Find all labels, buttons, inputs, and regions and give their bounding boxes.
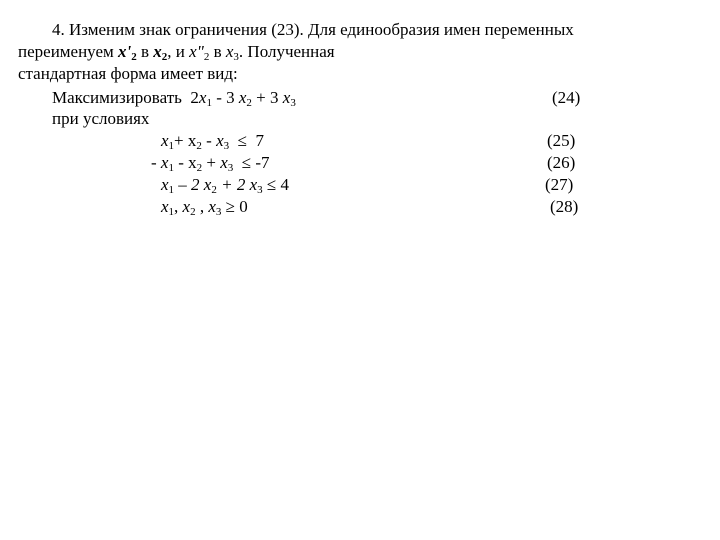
operator: + x — [174, 131, 197, 150]
variable: x — [220, 153, 228, 172]
operator: - — [151, 153, 161, 172]
inequality: ≤ 4 — [262, 175, 289, 194]
objective-label: Максимизировать — [52, 88, 182, 107]
subscript: 3 — [233, 51, 239, 63]
subscript: 2 — [196, 140, 202, 152]
variable: x — [182, 197, 191, 216]
operator: – 2 — [174, 175, 204, 194]
variable: x — [282, 88, 291, 107]
subscript: 2 — [161, 51, 168, 63]
operator: - 3 — [211, 88, 239, 107]
separator: , — [174, 197, 183, 216]
text-fragment: в — [209, 42, 226, 61]
equation-number: (28) — [550, 197, 579, 216]
subscript: 1 — [168, 184, 175, 196]
text-fragment: переименуем — [18, 42, 119, 61]
paragraph-line-1: 4. Изменим знак ограничения (23). Для единообразия имен переменных — [52, 20, 574, 39]
variable: x — [153, 42, 162, 61]
subscript: 3 — [215, 206, 222, 218]
separator: , — [195, 197, 209, 216]
subscript: 1 — [168, 140, 175, 152]
variable: x — [208, 197, 216, 216]
subscript: 2 — [246, 97, 252, 109]
constraint-28 — [161, 196, 248, 218]
constraint-25 — [161, 130, 264, 152]
coefficient: 2 — [190, 88, 199, 107]
variable: x — [198, 88, 207, 107]
subscript: 1 — [168, 162, 174, 174]
equation-number: (25) — [547, 131, 576, 150]
operator: + 3 — [251, 88, 283, 107]
variable: x — [238, 88, 247, 107]
paragraph-line-2 — [18, 41, 335, 63]
equation-number: (27) — [545, 175, 574, 194]
variable: x — [225, 42, 234, 61]
variable: x — [161, 175, 169, 194]
text-fragment: . Полученная — [238, 42, 335, 61]
equation-number: (24) — [552, 88, 581, 107]
text-fragment: в — [136, 42, 154, 61]
equation-number: (26) — [547, 153, 576, 172]
subscript: 3 — [227, 162, 234, 174]
constraint-26 — [151, 152, 270, 174]
paragraph-line-3: стандартная форма имеет вид: — [18, 64, 238, 83]
subscript: 2 — [190, 206, 196, 218]
variable: x — [203, 175, 212, 194]
variable: x — [216, 131, 224, 150]
variable: x — [160, 153, 169, 172]
variable: x — [161, 131, 169, 150]
objective-line — [52, 87, 296, 109]
text-fragment: , и — [167, 42, 190, 61]
subscript: 3 — [223, 140, 230, 152]
inequality: ≥ 0 — [221, 197, 248, 216]
subscript: 1 — [168, 206, 175, 218]
operator: - — [201, 131, 217, 150]
inequality: ≤ -7 — [233, 153, 270, 172]
variable: x' — [118, 42, 132, 61]
subscript: 2 — [211, 184, 217, 196]
subscript: 3 — [257, 184, 263, 196]
constraint-27 — [161, 174, 289, 196]
subscript: 2 — [203, 51, 210, 63]
subscript: 2 — [131, 51, 137, 63]
subscript: 2 — [196, 162, 203, 174]
subscript: 3 — [290, 97, 296, 109]
subscript: 1 — [206, 97, 212, 109]
variable: x" — [189, 42, 204, 61]
operator: - x — [173, 153, 197, 172]
operator: + — [202, 153, 221, 172]
variable: x — [249, 175, 258, 194]
variable: x — [161, 197, 169, 216]
inequality: ≤ 7 — [229, 131, 264, 150]
operator: + 2 — [216, 175, 250, 194]
conditions-label: при условиях — [52, 109, 150, 128]
